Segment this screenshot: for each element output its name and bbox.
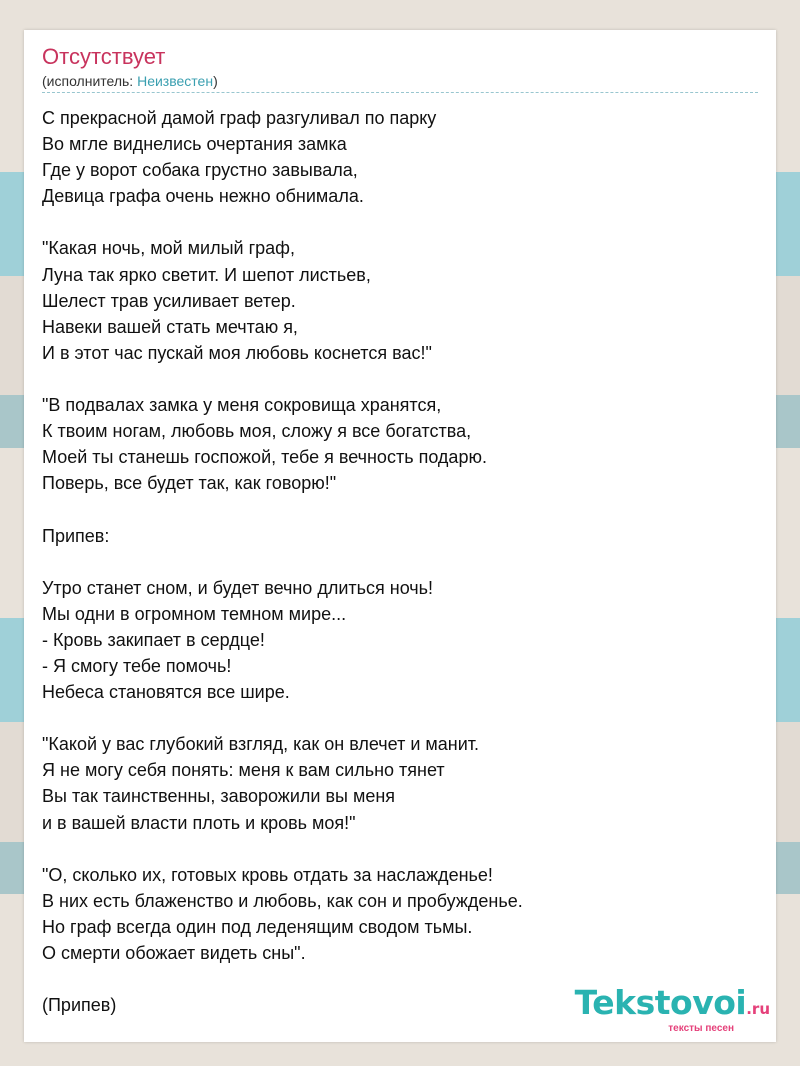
lyrics-line: "В подвалах замка у меня сокровища хранятся, bbox=[42, 395, 442, 416]
lyrics-line: Где у ворот собака грустно завывала, bbox=[42, 160, 358, 181]
site-logo[interactable] bbox=[574, 983, 770, 1034]
artist-prefix: (исполнитель: bbox=[42, 73, 138, 89]
logo-main-text: Tekstovoi bbox=[574, 983, 747, 1022]
lyrics-line: "Какая ночь, мой милый граф, bbox=[42, 238, 295, 259]
lyrics-line: Небеса становятся все шире. bbox=[42, 682, 290, 703]
title-divider bbox=[42, 92, 758, 93]
lyrics-line: (Припев) bbox=[42, 995, 117, 1016]
lyrics-line: Во мгле виднелись очертания замка bbox=[42, 134, 347, 155]
lyrics-line: И в этот час пускай моя любовь коснется вас!" bbox=[42, 342, 432, 363]
lyrics-blank-line bbox=[42, 966, 523, 992]
logo-wordmark bbox=[574, 983, 770, 1026]
lyrics-line: Девица графа очень нежно обнимала. bbox=[42, 186, 364, 207]
lyrics-line: Шелест трав усиливает ветер. bbox=[42, 290, 296, 311]
lyrics-line: Но граф всегда один под леденящим сводом тьмы. bbox=[42, 916, 473, 937]
lyrics-blank-line bbox=[42, 836, 523, 862]
artist-line bbox=[42, 73, 218, 89]
lyrics-line: и в вашей власти плоть и кровь моя!" bbox=[42, 812, 356, 833]
lyrics-line: Поверь, все будет так, как говорю!" bbox=[42, 473, 337, 494]
lyrics-line: Припев: bbox=[42, 525, 110, 546]
lyrics-line: К твоим ногам, любовь моя, сложу я все богатства, bbox=[42, 421, 472, 442]
artist-link[interactable]: Неизвестен bbox=[137, 73, 214, 89]
lyrics-line: В них есть блаженство и любовь, как сон и пробужденье. bbox=[42, 890, 523, 911]
lyrics-blank-line bbox=[42, 549, 523, 575]
artist-suffix: ) bbox=[213, 73, 218, 89]
lyrics-blank-line bbox=[42, 705, 523, 731]
lyrics-blank-line bbox=[42, 209, 523, 235]
lyrics-line: О смерти обожает видеть сны". bbox=[42, 943, 306, 963]
lyrics-line: Моей ты станешь госпожой, тебе я вечность подарю. bbox=[42, 447, 487, 468]
lyrics-line: - Я смогу тебе помочь! bbox=[42, 655, 232, 676]
lyrics-line: Мы одни в огромном темном мире... bbox=[42, 603, 347, 624]
lyrics-line: Я не могу себя понять: меня к вам сильно тянет bbox=[42, 760, 445, 781]
lyrics-line: Утро станет сном, и будет вечно длиться ночь! bbox=[42, 577, 434, 598]
lyrics-line: "Какой у вас глубокий взгляд, как он влечет и манит. bbox=[42, 734, 480, 755]
logo-tagline: тексты песен bbox=[668, 1023, 734, 1034]
lyrics-line: "О, сколько их, готовых кровь отдать за наслажденье! bbox=[42, 864, 493, 885]
lyrics-blank-line bbox=[42, 366, 523, 392]
lyrics-body bbox=[42, 105, 523, 1018]
song-title: Отсутствует bbox=[42, 44, 166, 69]
lyrics-line: С прекрасной дамой граф разгуливал по парку bbox=[42, 108, 437, 128]
lyrics-line: Луна так ярко светит. И шепот листьев, bbox=[42, 264, 371, 285]
lyrics-card bbox=[24, 30, 776, 1042]
logo-domain-suffix: .ru bbox=[746, 1000, 770, 1018]
lyrics-line: Навеки вашей стать мечтаю я, bbox=[42, 316, 298, 337]
lyrics-blank-line bbox=[42, 496, 523, 522]
lyrics-line: - Кровь закипает в сердце! bbox=[42, 629, 265, 650]
lyrics-line: Вы так таинственны, заворожили вы меня bbox=[42, 786, 396, 807]
